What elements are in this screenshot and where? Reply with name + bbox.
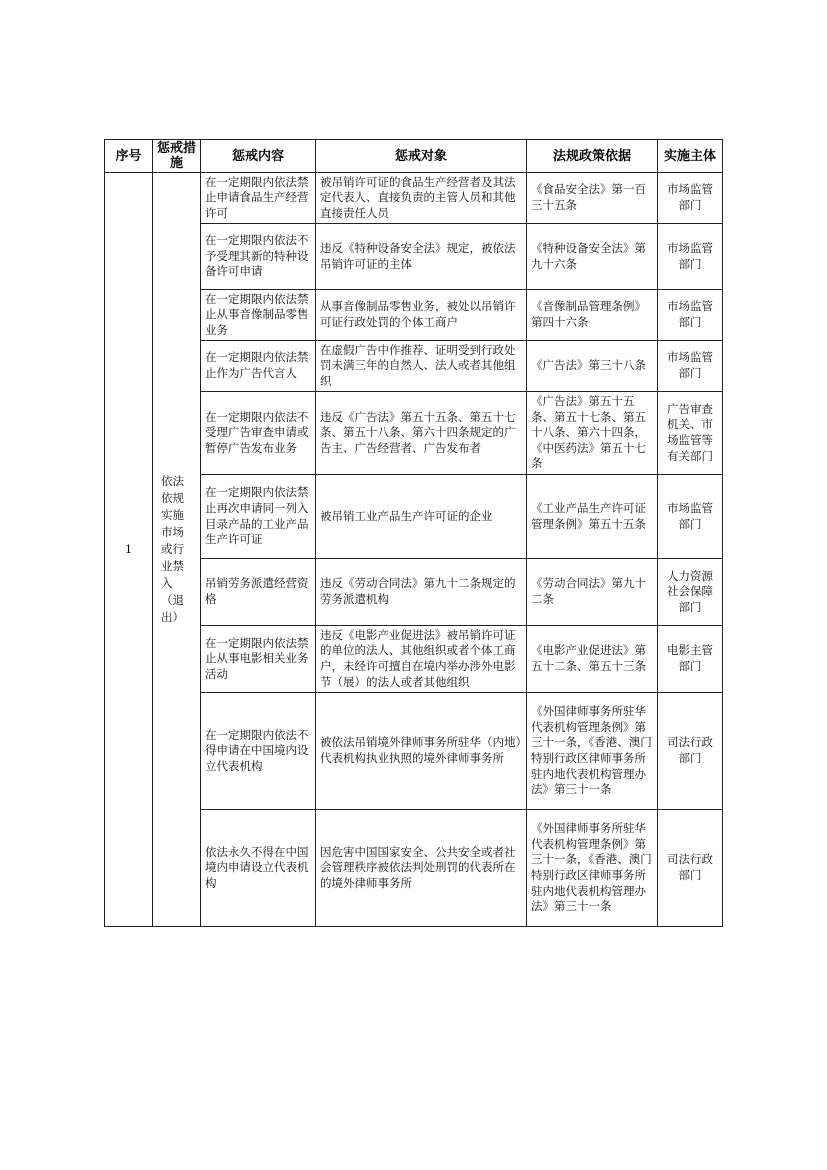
basis-cell: 《劳动合同法》第九十二条 (527, 559, 658, 626)
table-header-row (105, 140, 723, 173)
entity-cell: 司法行政部门 (658, 810, 723, 927)
content-cell: 在一定期限内依法禁止申请食品生产经营许可 (201, 173, 316, 224)
target-cell: 从事音像制品零售业务，被处以吊销许可证行政处罚的个体工商户 (316, 290, 527, 341)
measure-cell: 依法依规实施市场或行业禁入（退出） (153, 173, 201, 927)
header-target: 惩戒对象 (316, 140, 527, 173)
content-cell: 在一定期限内依法不得申请在中国境内设立代表机构 (201, 693, 316, 810)
target-cell: 违反《电影产业促进法》被吊销许可证的单位的法人、其他组织或者个体工商户，未经许可擅自在境内举办涉外电影节（展）的法人或者其他组织 (316, 626, 527, 693)
target-cell: 因危害中国国家安全、公共安全或者社会管理秩序被依法判处刑罚的代表所在的境外律师事务所 (316, 810, 527, 927)
seq-cell: 1 (105, 173, 153, 927)
content-cell: 在一定期限内依法不予受理其新的特种设备许可申请 (201, 224, 316, 290)
target-cell: 违反《特种设备安全法》规定，被依法吊销许可证的主体 (316, 224, 527, 290)
entity-cell: 市场监管部门 (658, 173, 723, 224)
entity-cell: 市场监管部门 (658, 341, 723, 392)
content-cell: 在一定期限内依法禁止作为广告代言人 (201, 341, 316, 392)
entity-cell: 市场监管部门 (658, 290, 723, 341)
entity-cell: 市场监管部门 (658, 224, 723, 290)
content-cell: 吊销劳务派遣经营资格 (201, 559, 316, 626)
basis-cell: 《外国律师事务所驻华代表机构管理条例》第三十一条，《香港、澳门特别行政区律师事务所驻内地代表机构管理办法》第三十一条 (527, 693, 658, 810)
basis-cell: 《音像制品管理条例》第四十六条 (527, 290, 658, 341)
basis-cell: 《特种设备安全法》第九十六条 (527, 224, 658, 290)
header-entity: 实施主体 (658, 140, 723, 173)
content-cell: 在一定期限内依法禁止从事音像制品零售业务 (201, 290, 316, 341)
basis-cell: 《电影产业促进法》第五十二条、第五十三条 (527, 626, 658, 693)
content-cell: 在一定期限内依法不受理广告审查申请或暂停广告发布业务 (201, 392, 316, 475)
basis-cell: 《外国律师事务所驻华代表机构管理条例》第三十一条，《香港、澳门特别行政区律师事务所驻内地代表机构管理办法》第三十一条 (527, 810, 658, 927)
header-basis: 法规政策依据 (527, 140, 658, 173)
target-cell: 被吊销工业产品生产许可证的企业 (316, 475, 527, 559)
target-cell: 在虚假广告中作推荐、证明受到行政处罚未满三年的自然人、法人或者其他组织 (316, 341, 527, 392)
entity-cell: 广告审查机关、市场监管等有关部门 (658, 392, 723, 475)
content-cell: 在一定期限内依法禁止从事电影相关业务活动 (201, 626, 316, 693)
target-cell: 被吊销许可证的食品生产经营者及其法定代表人、直接负责的主管人员和其他直接责任人员 (316, 173, 527, 224)
content-cell: 依法永久不得在中国境内申请设立代表机构 (201, 810, 316, 927)
basis-cell: 《食品安全法》第一百三十五条 (527, 173, 658, 224)
entity-cell: 司法行政部门 (658, 693, 723, 810)
target-cell: 被依法吊销境外律师事务所驻华（内地）代表机构执业执照的境外律师事务所 (316, 693, 527, 810)
entity-cell: 人力资源社会保障部门 (658, 559, 723, 626)
basis-cell: 《广告法》第五十五条、第五十七条、第五十八条、第六十四条，《中医药法》第五十七条 (527, 392, 658, 475)
header-seq: 序号 (105, 140, 153, 173)
punishment-table (104, 139, 723, 927)
content-cell: 在一定期限内依法禁止再次申请同一列入目录产品的工业产品生产许可证 (201, 475, 316, 559)
target-cell: 违反《广告法》第五十五条、第五十七条、第五十八条、第六十四条规定的广告主、广告经营者、广告发布者 (316, 392, 527, 475)
basis-cell: 《广告法》第三十八条 (527, 341, 658, 392)
header-content: 惩戒内容 (201, 140, 316, 173)
header-measure: 惩戒措施 (153, 140, 201, 173)
table-row (105, 173, 723, 224)
entity-cell: 电影主管部门 (658, 626, 723, 693)
entity-cell: 市场监管部门 (658, 475, 723, 559)
target-cell: 违反《劳动合同法》第九十二条规定的劳务派遣机构 (316, 559, 527, 626)
basis-cell: 《工业产品生产许可证管理条例》第五十五条 (527, 475, 658, 559)
